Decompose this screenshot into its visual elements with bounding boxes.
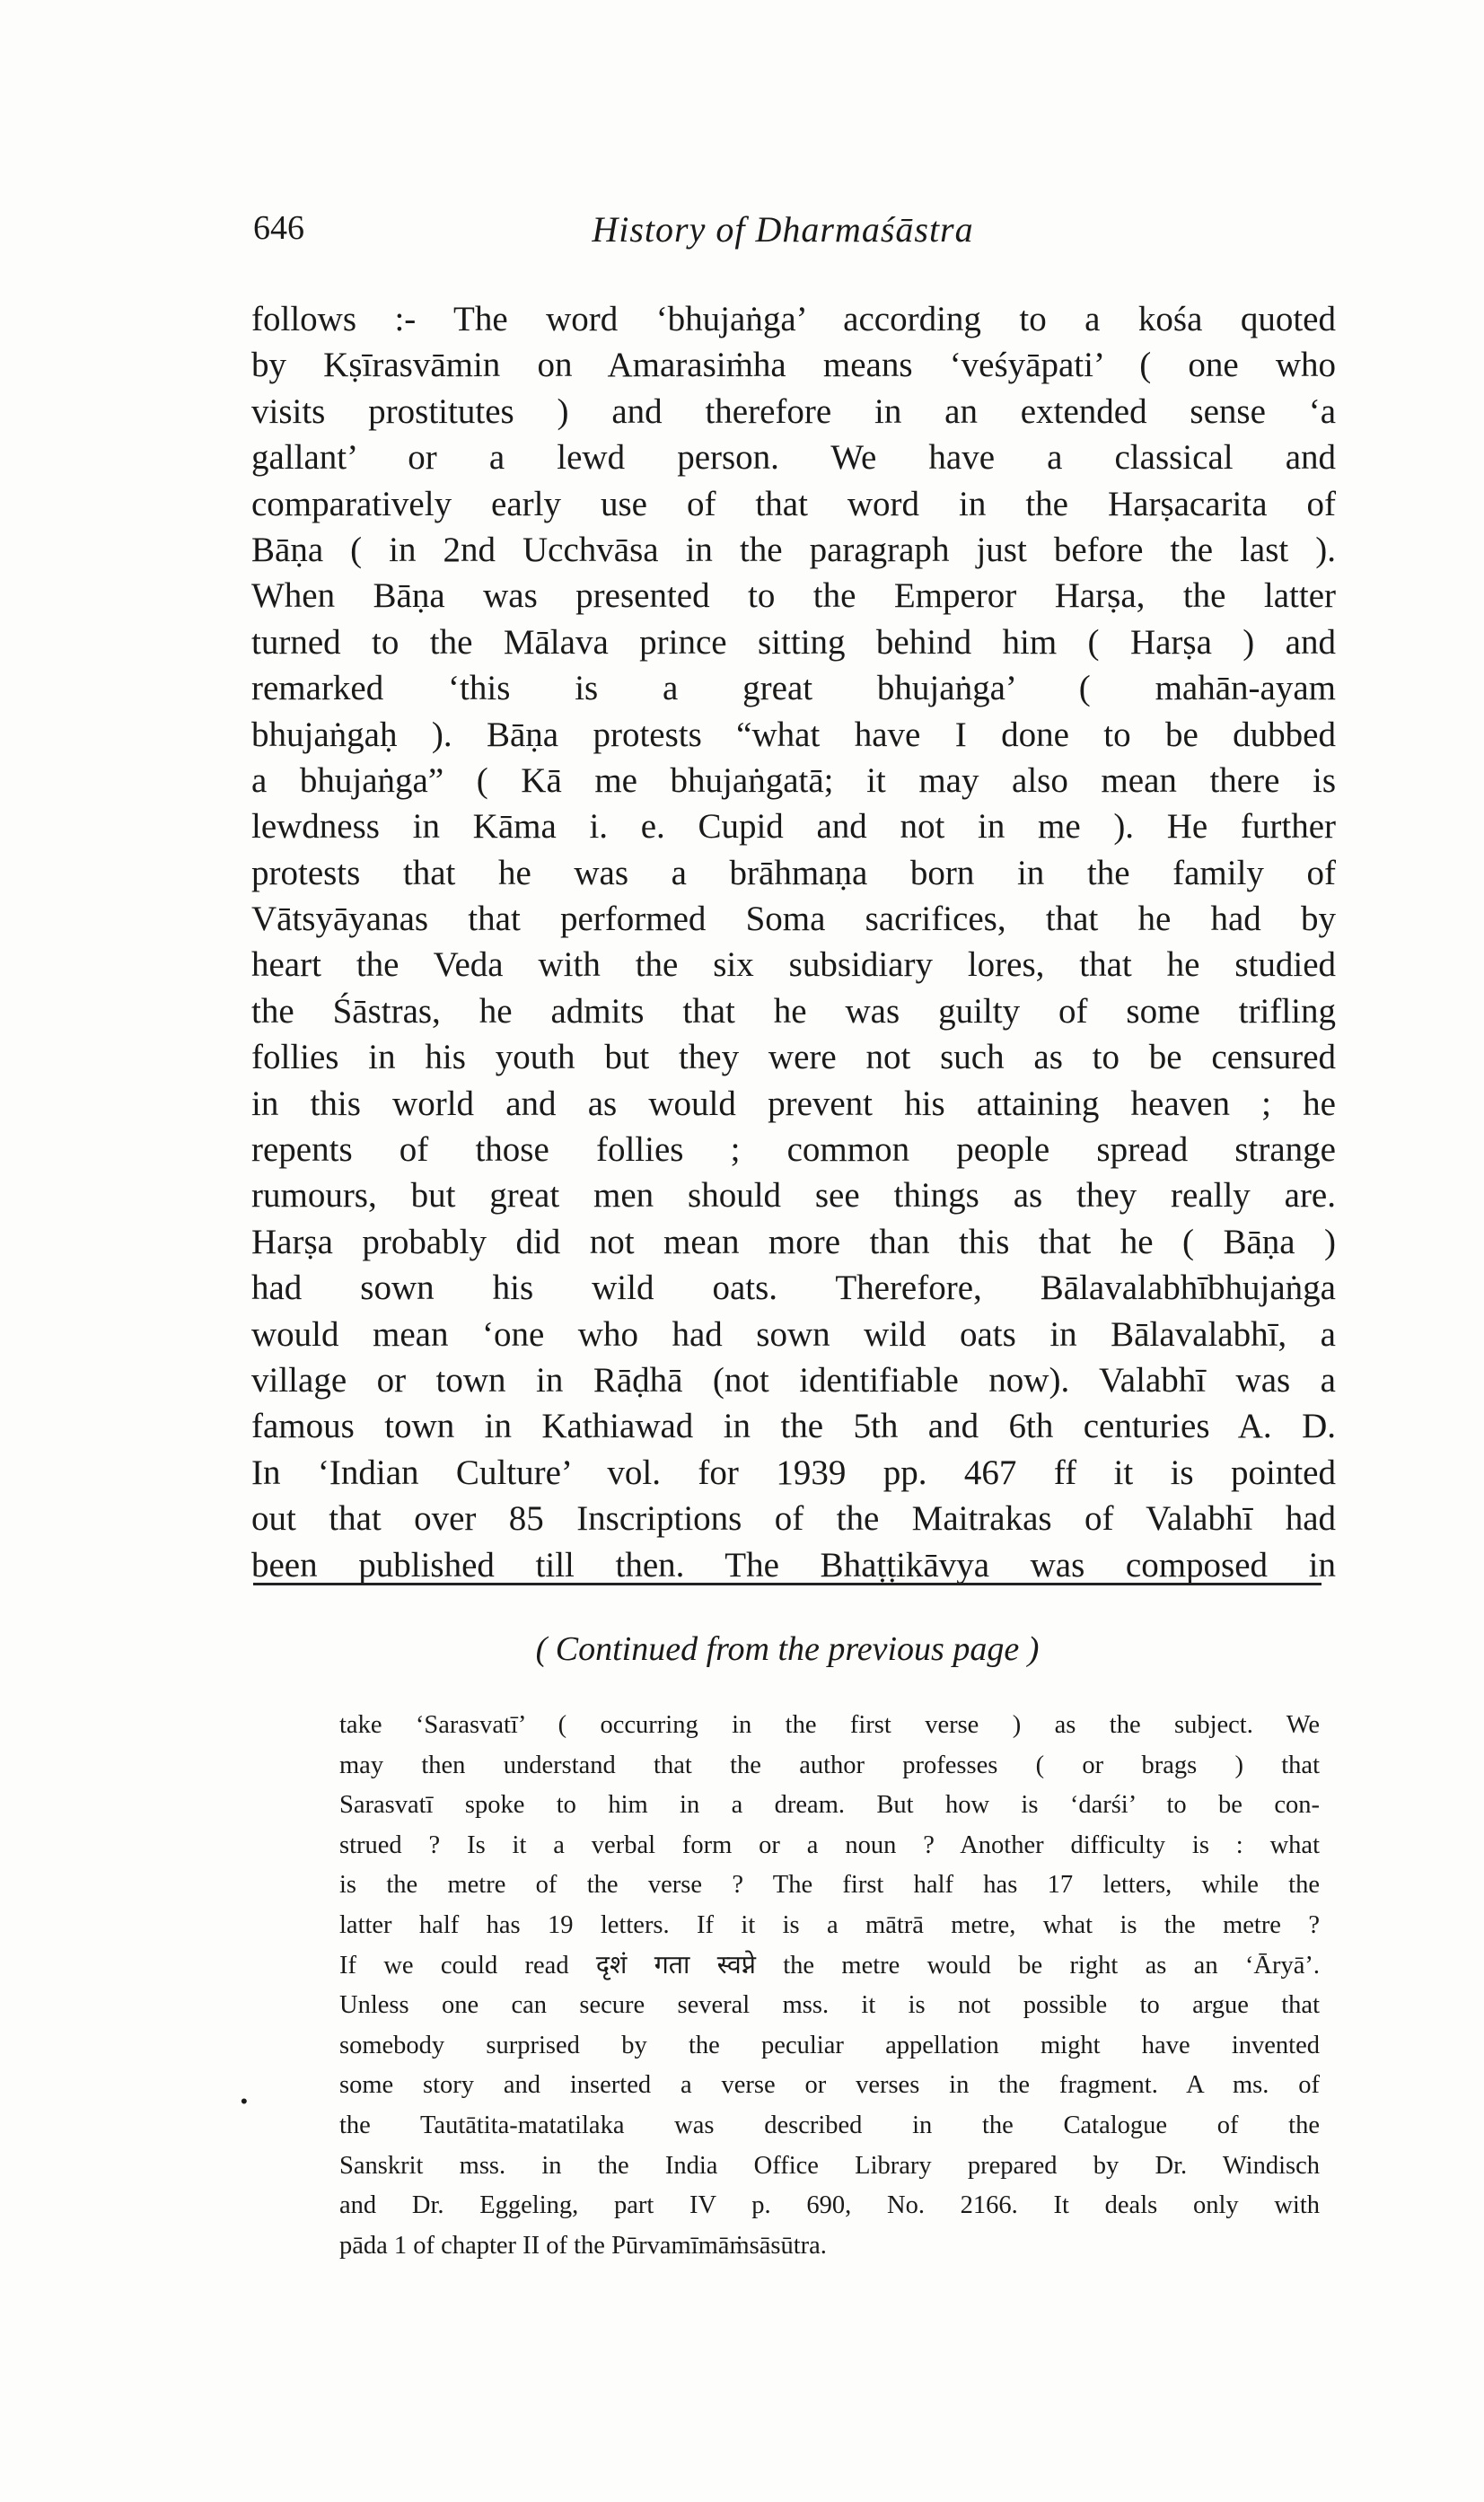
text-line: lewdness in Kāma i. e. Cupid and not in me ). He further [251, 807, 1336, 847]
text-line: follows :- The word ‘bhujaṅga’ according to a kośa quoted [251, 300, 1336, 338]
text-line: the Śāstras, he admits that he was guilty of some trifling [251, 991, 1336, 1031]
text-line: When Bāṇa was presented to the Emperor Harṣa, the latter [251, 576, 1336, 616]
footnote-line: somebody surprised by the peculiar appellation might have invented [339, 2031, 1320, 2059]
running-title: History of Dharmaśāstra [592, 209, 974, 250]
text-line: Bāṇa ( in 2nd Ucchvāsa in the paragraph just before the last ). [251, 530, 1336, 569]
text-line: would mean ‘one who had sown wild oats in Bālavalabhī, a [251, 1314, 1336, 1354]
text-line: heart the Veda with the six subsidiary lores, that he studied [251, 945, 1336, 985]
footnote-line: pāda 1 of chapter II of the Pūrvamīmāṁsāsūtra. [339, 2231, 827, 2260]
footnote-line: strued ? Is it a verbal form or a noun ? Another difficulty is : what [339, 1830, 1320, 1859]
page-number: 646 [253, 209, 304, 247]
text-line: been published till then. The Bhaṭṭikāvya was composed in [251, 1545, 1336, 1585]
text-line: rumours, but great men should see things as they really are. [251, 1176, 1336, 1216]
text-line: by Kṣīrasvāmin on Amarasiṁha means ‘veśyāpati’ ( one who [251, 346, 1336, 385]
text-line: follies in his youth but they were not such as to be censured [251, 1038, 1336, 1077]
text-line: had sown his wild oats. Therefore, Bālavalabhībhujaṅga [251, 1269, 1336, 1308]
text-line: out that over 85 Inscriptions of the Maitrakas of Valabhī had [251, 1499, 1336, 1539]
text-line: gallant’ or a lewd person. We have a classical and [251, 438, 1336, 478]
text-line: remarked ‘this is a great bhujaṅga’ ( mahān-ayam [251, 669, 1336, 708]
footnote-line: If we could read दृशं गता स्वप्ने the metre would be right as an ‘Āryā’. [339, 1951, 1320, 1980]
footnote-divider [253, 1583, 1322, 1585]
footnote-line: some story and inserted a verse or verses in the fragment. A ms. of [339, 2071, 1320, 2100]
footnote-line: latter half has 19 letters. If it is a mātrā metre, what is the metre ? [339, 1910, 1320, 1939]
text-line: repents of those follies ; common people spread strange [251, 1130, 1336, 1170]
text-line: comparatively early use of that word in the Harṣacarita of [251, 484, 1336, 523]
footnote-line: Sanskrit mss. in the India Office Library prepared by Dr. Windisch [339, 2151, 1320, 2180]
text-line: bhujaṅgaḥ ). Bāṇa protests “what have I done to be dubbed [251, 715, 1336, 754]
text-line: Harṣa probably did not mean more than this that he ( Bāṇa ) [251, 1222, 1336, 1261]
footnote-heading: ( Continued from the previous page ) [535, 1630, 1040, 1668]
text-line: in this world and as would prevent his attaining heaven ; he [251, 1084, 1336, 1123]
footnote-line: take ‘Sarasvatī’ ( occurring in the first verse ) as the subject. We [339, 1711, 1320, 1739]
footnote-line: Unless one can secure several mss. it is not possible to argue that [339, 1991, 1320, 2020]
footnote-text-block [339, 1706, 1320, 2266]
text-line: visits prostitutes ) and therefore in an extended sense ‘a [251, 391, 1336, 431]
footnote-line: may then understand that the author professes ( or brags ) that [339, 1751, 1320, 1779]
main-text-block [251, 296, 1336, 1588]
text-line: turned to the Mālava prince sitting behind him ( Harṣa ) and [251, 622, 1336, 662]
text-line: protests that he was a brāhmaṇa born in the family of [251, 853, 1336, 892]
text-line: In ‘Indian Culture’ vol. for 1939 pp. 467 ff it is pointed [251, 1453, 1336, 1492]
footnote-line: the Tautātita-matatilaka was described in the Catalogue of the [339, 2111, 1320, 2139]
page-header [253, 208, 1313, 262]
text-line: a bhujaṅga” ( Kā me bhujaṅgatā; it may also mean there is [251, 760, 1336, 800]
text-line: village or town in Rāḍhā (not identifiable now). Valabhī was a [251, 1360, 1336, 1400]
footnote-line: is the metre of the verse ? The first half has 17 letters, while the [339, 1871, 1320, 1900]
footnote-line: Sarasvatī spoke to him in a dream. But how is ‘darśi’ to be con- [339, 1791, 1320, 1820]
text-line: Vātsyāyanas that performed Soma sacrifices, that he had by [251, 900, 1336, 939]
text-line: famous town in Kathiawad in the 5th and 6th centuries A. D. [251, 1407, 1336, 1446]
footnote-line: and Dr. Eggeling, part IV p. 690, No. 2166. It deals only with [339, 2191, 1320, 2220]
margin-dot-mark: • [241, 2090, 248, 2112]
